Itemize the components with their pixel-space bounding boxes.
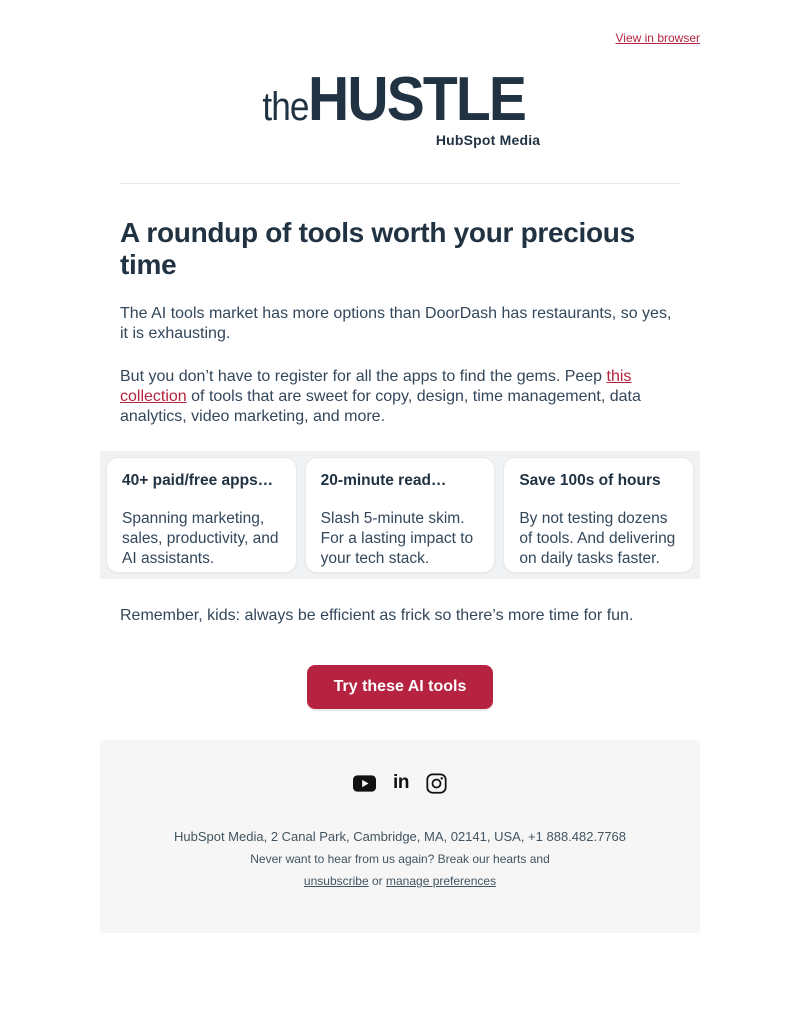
footer-links-line	[100, 874, 700, 888]
paragraph-1: The AI tools market has more options than DoorDash has restaurants, so yes, it is exhausting.	[120, 305, 672, 342]
card-body: By not testing dozens of tools. And delivering on daily tasks faster.	[519, 510, 676, 567]
card-title: Save 100s of hours	[519, 472, 661, 489]
company-address: HubSpot Media, 2 Canal Park, Cambridge, MA, 02141, USA, +1 888.482.7768	[173, 829, 627, 844]
highlight-card-apps	[106, 457, 297, 573]
paragraph-2-lead: But you don’t have to register for all the apps to find the gems. Peep	[120, 368, 607, 385]
hustle-wordmark	[256, 65, 545, 134]
card-body: Spanning marketing, sales, productivity, and AI assistants.	[122, 510, 279, 567]
instagram-icon[interactable]	[426, 773, 447, 794]
or-text: or	[371, 874, 383, 888]
article-title: A roundup of tools worth your precious time	[120, 217, 635, 280]
logo-the-text: the	[262, 85, 309, 129]
manage-preferences-link[interactable]: manage preferences	[386, 874, 497, 888]
hustle-logo[interactable]	[256, 65, 545, 148]
linkedin-glyph: in	[393, 772, 409, 793]
highlight-card-read	[305, 457, 496, 573]
card-title: 40+ paid/free apps…	[122, 472, 274, 489]
closing-line: Remember, kids: always be efficient as frick so there’s more time for fun.	[120, 607, 634, 624]
view-in-browser-row	[100, 0, 700, 47]
this-collection-link[interactable]: this collection	[120, 368, 632, 405]
unsubscribe-message: Never want to hear from us again? Break our hearts and	[250, 852, 550, 866]
highlights-strip	[100, 451, 700, 579]
footer	[100, 740, 700, 933]
logo-row	[100, 65, 700, 150]
card-title: 20-minute read…	[320, 472, 447, 489]
view-in-browser-link[interactable]: View in browser	[615, 31, 700, 45]
card-body: Slash 5-minute skim. For a lasting impact to your tech stack.	[320, 510, 474, 567]
divider	[120, 183, 680, 184]
social-icons-row	[100, 771, 700, 795]
highlight-card-hours	[503, 457, 694, 573]
hubspot-media-wordmark: HubSpot Media	[435, 132, 541, 148]
unsubscribe-link[interactable]: unsubscribe	[303, 874, 369, 888]
youtube-icon[interactable]	[353, 775, 376, 792]
linkedin-icon[interactable]	[393, 772, 409, 794]
try-ai-tools-button[interactable]: Try these AI tools	[307, 665, 494, 709]
cta-row	[100, 665, 700, 709]
paragraph-2	[120, 367, 680, 427]
email-body	[100, 0, 700, 933]
paragraph-2-tail: of tools that are sweet for copy, design, time management, data analytics, video marketing, and more.	[120, 388, 641, 425]
logo-hustle-text: HUSTLE	[308, 65, 526, 134]
